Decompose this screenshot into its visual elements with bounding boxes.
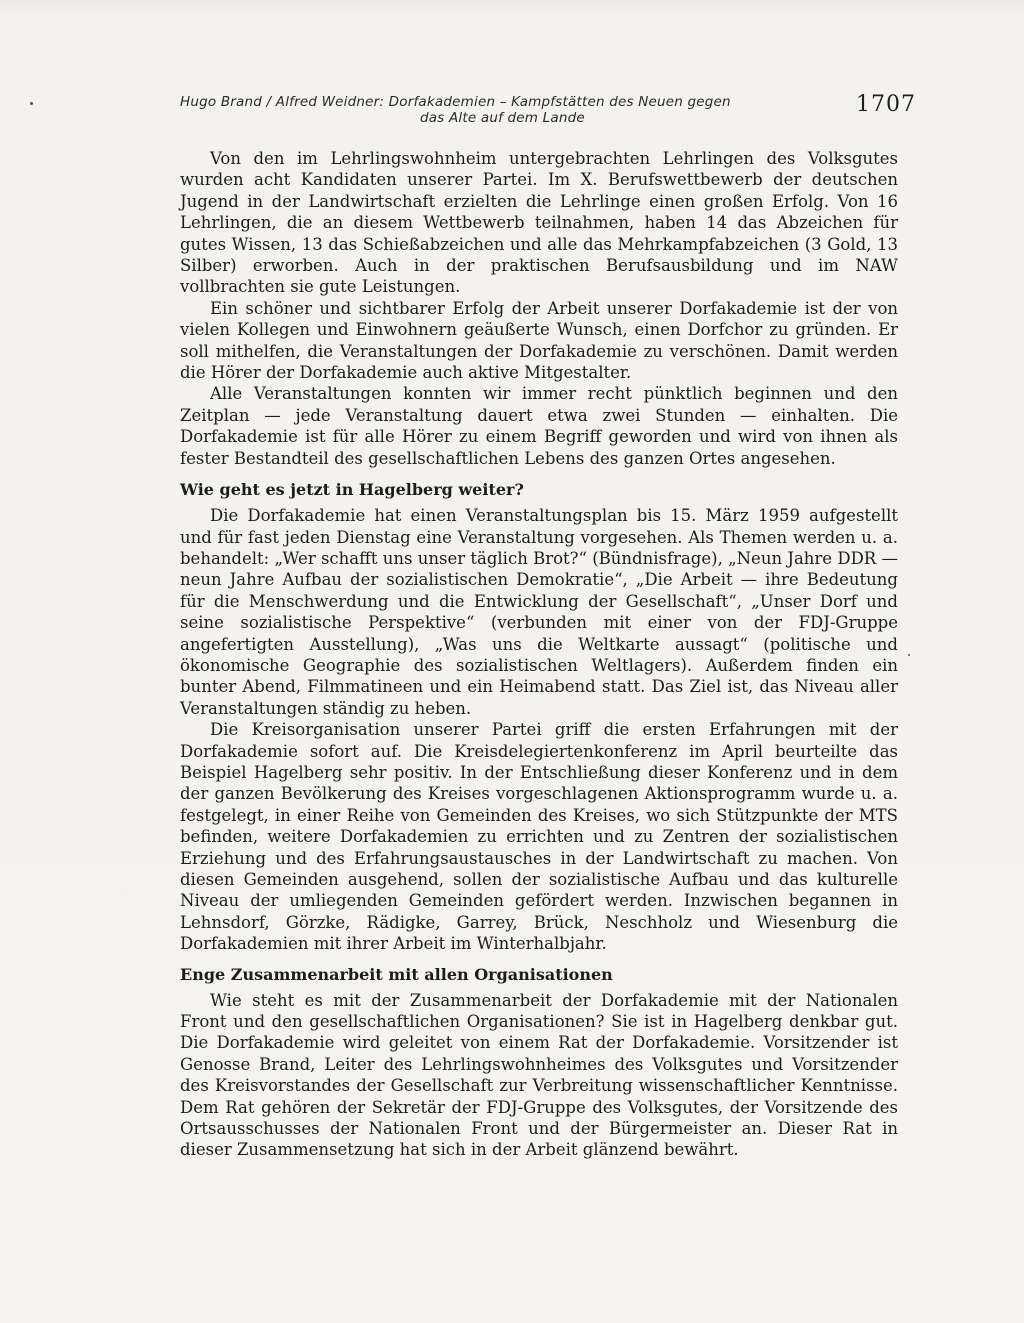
paragraph: Ein schöner und sichtbarer Erfolg der Arbeit unserer Dorfakademie ist der von vielen Kollegen und Einwohnern geäußerte Wunsch, einen Dorfchor zu gründen. Er soll mithelfen, die Veranstaltungen der Dorfakademie zu verschönen. Damit werden die Hörer der Dorfakademie auch aktive Mitgestalter. [180, 298, 898, 383]
running-header [180, 94, 820, 126]
paragraph: Die Dorfakademie hat einen Veranstaltungsplan bis 15. März 1959 aufgestellt und für fast jeden Dienstag eine Veranstaltung vorgesehen. Als Themen werden u. a. behandelt: „Wer schafft uns unser täglich Brot?“ (Bündnisfrage), „Neun Jahre DDR — neun Jahre Aufbau der sozialistischen Demokratie“, „Die Arbeit — ihre Bedeutung für die Menschwerdung und die Entwicklung der Gesellschaft“, „Unser Dorf und seine sozialistische Perspektive“ (verbunden mit einer von der FDJ-Gruppe angefertigten Ausstellung), „Was uns die Weltkarte aussagt“ (politische und ökonomische Geographie des sozialistischen Weltlagers). Außerdem finden ein bunter Abend, Filmmatineen und ein Heimabend statt. Das Ziel ist, das Niveau aller Veranstaltungen ständig zu heben. [180, 506, 898, 718]
running-title-line2: das Alte auf dem Lande [420, 110, 585, 126]
scan-speck [908, 654, 910, 656]
article-body [180, 148, 898, 1161]
scan-speck [30, 102, 33, 105]
page-number: 1707 [856, 92, 916, 117]
running-title-line1: Hugo Brand / Alfred Weidner: Dorfakademien – Kampfstätten des Neuen gegen [180, 94, 731, 110]
paragraph: Wie steht es mit der Zusammenarbeit der Dorfakademie mit der Nationalen Front und den gesellschaftlichen Organisationen? Sie ist in Hagelberg denkbar gut. Die Dorfakademie wird geleitet von einem Rat der Dorfakademie. Vorsitzender ist Genosse Brand, Leiter des Lehrlingswohnheimes des Volksgutes und Vorsitzender des Kreisvorstandes der Gesellschaft zur Verbreitung wissenschaftlicher Kenntnisse. Dem Rat gehören der Sekretär der FDJ-Gruppe des Volksgutes, der Vorsitzende des Ortsausschusses der Nationalen Front und der Bürgermeister an. Dieser Rat in dieser Zusammensetzung hat sich in der Arbeit glänzend bewährt. [180, 990, 898, 1160]
section-heading: Enge Zusammenarbeit mit allen Organisationen [180, 964, 613, 984]
paragraph: Alle Veranstaltungen konnten wir immer recht pünktlich beginnen und den Zeitplan — jede Veranstaltung dauert etwa zwei Stunden — einhalten. Die Dorfakademie ist für alle Hörer zu einem Begriff geworden und wird von ihnen als fester Bestandteil des gesellschaftlichen Lebens des ganzen Ortes angesehen. [180, 384, 898, 468]
section-heading: Wie geht es jetzt in Hagelberg weiter? [180, 480, 524, 500]
paragraph: Die Kreisorganisation unserer Partei griff die ersten Erfahrungen mit der Dorfakademie sofort auf. Die Kreisdelegiertenkonferenz im April beurteilte das Beispiel Hagelberg sehr positiv. In der Entschließung dieser Konferenz und in dem der ganzen Bevölkerung des Kreises vorgeschlagenen Aktionsprogramm wurde u. a. festgelegt, in einer Reihe von Gemeinden des Kreises, wo sich Stützpunkte der MTS befinden, weitere Dorfakademien zu errichten und zu Zentren der sozialistischen Erziehung und des Erfahrungsaustausches in der Landwirtschaft zu machen. Von diesen Gemeinden ausgehend, sollen der sozialistische Aufbau und das kulturelle Niveau der umliegenden Gemeinden gefördert werden. Inzwischen begannen in Lehnsdorf, Görzke, Rädigke, Garrey, Brück, Neschholz und Wiesenburg die Dorfakademien mit ihrer Arbeit im Winterhalbjahr. [180, 720, 898, 954]
paragraph: Von den im Lehrlingswohnheim untergebrachten Lehrlingen des Volksgutes wurden acht Kandidaten unserer Partei. Im X. Berufswettbewerb der deutschen Jugend in der Landwirtschaft erzielten die Lehrlinge einen großen Erfolg. Von 16 Lehrlingen, die an diesem Wettbewerb teilnahmen, haben 14 das Abzeichen für gutes Wissen, 13 das Schießabzeichen und alle das Mehrkampfabzeichen (3 Gold, 13 Silber) erworben. Auch in der praktischen Berufsausbildung und im NAW vollbrachten sie gute Leistungen. [180, 149, 898, 297]
